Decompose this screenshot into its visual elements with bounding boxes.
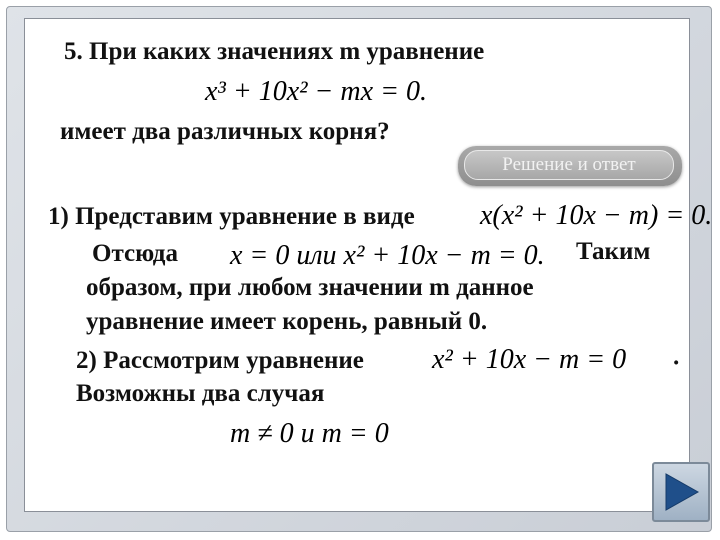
next-slide-button[interactable]: [652, 462, 710, 522]
step1-line2-end: Таким: [576, 238, 651, 265]
problem-equation: x³ + 10x² − mx = 0.: [205, 76, 427, 107]
step1-line2-start: Отсюда: [92, 240, 178, 267]
step2-dot: ·: [672, 350, 681, 377]
step2-line1: 2) Рассмотрим уравнение: [76, 347, 364, 374]
solution-button[interactable]: [458, 146, 682, 186]
play-next-icon: [654, 464, 708, 520]
step2-cases: m ≠ 0 и m = 0: [230, 418, 389, 449]
step1-equation-factored: x(x² + 10x − m) = 0.: [480, 200, 713, 231]
step1-equation-roots: x = 0 или x² + 10x − m = 0.: [230, 240, 545, 271]
step1-line3: образом, при любом значении m данное: [86, 274, 534, 301]
step2-line2: Возможны два случая: [76, 380, 325, 407]
solution-button-label[interactable]: Решение и ответ: [464, 150, 674, 180]
problem-title: 5. При каких значениях m уравнение: [64, 38, 485, 65]
problem-subtitle: имеет два различных корня?: [60, 118, 390, 145]
step2-equation: x² + 10x − m = 0: [432, 344, 627, 375]
step1-line1: 1) Представим уравнение в виде: [48, 203, 415, 230]
step1-line4: уравнение имеет корень, равный 0.: [86, 308, 488, 335]
